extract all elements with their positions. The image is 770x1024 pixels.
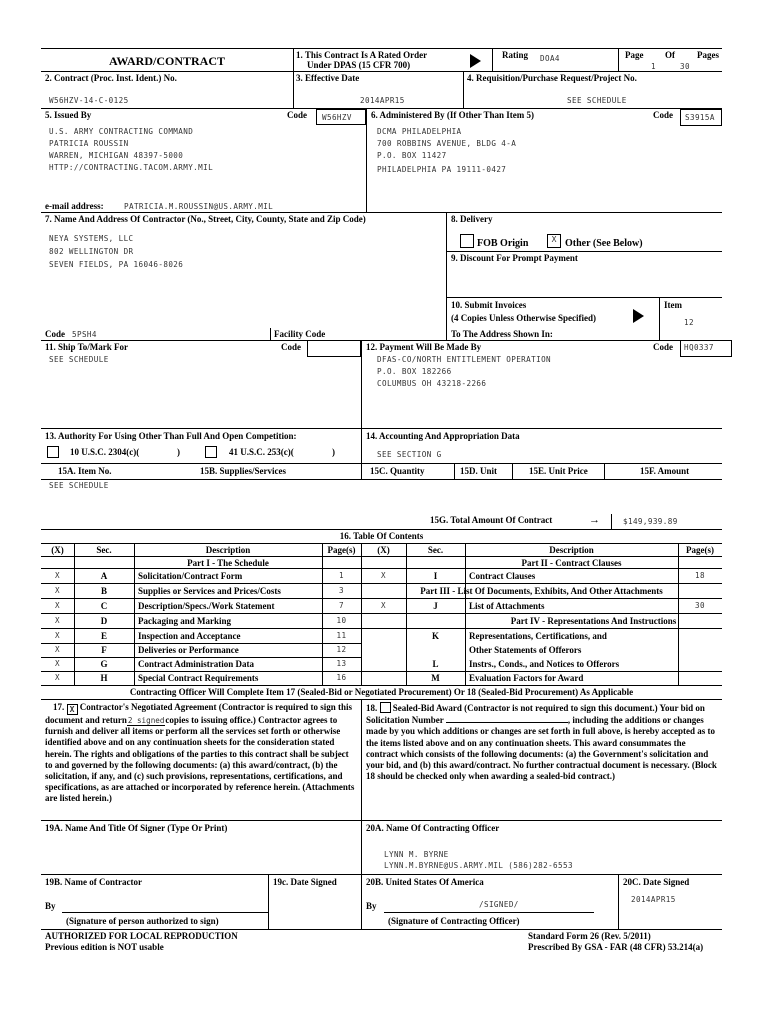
rule (454, 463, 455, 479)
co-signature-line[interactable] (384, 912, 594, 913)
toc-header-desc: Description (205, 545, 251, 555)
payment-code-value: HQ0337 (684, 343, 714, 352)
toc-row-desc: Other Statements of Offerors (469, 645, 582, 655)
toc-row-desc: Supplies or Services and Prices/Costs (138, 586, 281, 596)
rule (618, 874, 619, 929)
email-label: e-mail address: (45, 201, 104, 211)
block-18-text: , including the additions or changes made by you which additions or changes are set forth in full above, is hereby accepted as to the items listed above and on any continuation sheets. This award consummates the contract which consists of the following documents: (a) the Government's solicitation and your bid, and (b) this award/contract. No further contractual document is necessary. (Block 18 should be checked only when awarding a sealed-bid contract.) (366, 715, 717, 782)
authority-253-close: ) (332, 447, 335, 457)
submit-invoices-copies: (4 Copies Unless Otherwise Specified) (451, 313, 596, 323)
col-amount: 15F. Amount (640, 466, 690, 476)
toc-row-pages: 12 (336, 645, 347, 654)
toc-row-desc: Solicitation/Contract Form (138, 571, 243, 581)
accounting-label: 14. Accounting And Appropriation Data (366, 431, 520, 441)
toc-row-pages: 1 (339, 571, 344, 580)
instruction-text: Contracting Officer Will Complete Item 17 (Sealed-Bid or Negotiated Procurement) Or 18 (Sealed-Bid Procurement) As Applicable (129, 687, 634, 697)
toc-row-x: X (55, 571, 60, 580)
payment-line: DFAS-CO/NORTH ENTITLEMENT OPERATION (377, 355, 552, 364)
col-unit: 15D. Unit (460, 466, 498, 476)
rating-label: Rating (502, 50, 529, 60)
rule (41, 643, 361, 644)
issued-by-line: U.S. ARMY CONTRACTING COMMAND (49, 127, 194, 136)
administered-by-label: 6. Administered By (If Other Than Item 5) (371, 110, 535, 120)
toc-row-x: X (55, 601, 60, 610)
toc-row-desc: Packaging and Marking (138, 616, 232, 626)
rule (41, 71, 722, 72)
toc-row-x: X (55, 673, 60, 682)
toc-header-sec: Sec. (427, 545, 444, 555)
contracting-officer-contact: LYNN.M.BYRNE@US.ARMY.MIL (586)282-6553 (384, 861, 573, 870)
co-signature-caption: (Signature of Contracting Officer) (388, 916, 520, 926)
block-18-number: 18. (366, 703, 378, 713)
rule (293, 48, 294, 108)
toc-row-desc: Description/Specs./Work Statement (138, 601, 275, 611)
rule (446, 212, 447, 340)
arrow-right-icon: → (589, 514, 600, 526)
issued-by-label: 5. Issued By (45, 110, 92, 120)
toc-row-pages: 7 (339, 601, 344, 610)
contractor-by-label: By (45, 901, 56, 911)
administered-by-line: 700 ROBBINS AVENUE, BLDG 4-A (377, 139, 517, 148)
toc-row-sec: M (431, 673, 440, 683)
toc-row-desc: Contract Administration Data (138, 659, 254, 669)
requisition-value: SEE SCHEDULE (567, 96, 627, 105)
effective-date-label: 3. Effective Date (296, 73, 360, 83)
toc-row-pages: 11 (336, 631, 347, 640)
block-18-text: Sealed-Bid Award (Contractor is not required to sign this document.) Your bid on Solicitation Number (366, 703, 705, 726)
toc-row-desc: Inspection and Acceptance (138, 631, 241, 641)
rule (41, 820, 722, 821)
toc-row-sec: D (100, 616, 108, 626)
co-by-label: By (366, 901, 377, 911)
facility-code-label: Facility Code (274, 329, 326, 339)
toc-row-sec: C (100, 601, 108, 611)
footer-standard-form: Standard Form 26 (Rev. 5/2011) (528, 931, 651, 941)
authority-253-checkbox[interactable] (205, 446, 217, 458)
block-17-number: 17. (53, 702, 65, 712)
issued-by-line: WARREN, MICHIGAN 48397-5000 (49, 151, 184, 160)
toc-row-x: X (381, 601, 386, 610)
block-18 (366, 702, 718, 782)
toc-row-pages: 3 (339, 586, 344, 595)
toc-header-pages: Page(s) (327, 545, 356, 555)
toc-row-pages: 30 (695, 601, 705, 610)
toc-row-pages: 10 (336, 616, 347, 625)
footer-reproduction: AUTHORIZED FOR LOCAL REPRODUCTION (45, 931, 238, 941)
delivery-label: 8. Delivery (451, 214, 493, 224)
toc-row-sec: F (101, 645, 107, 655)
solicitation-number-field[interactable] (446, 714, 568, 723)
toc-part-4: Part IV - Representations And Instructions (510, 616, 677, 626)
rule (41, 657, 361, 658)
total-amount-label: 15G. Total Amount Of Contract (430, 515, 553, 525)
administered-by-line: PHILADELPHIA PA 19111-0427 (377, 165, 507, 174)
rating-value: DOA4 (540, 54, 560, 63)
form-title: AWARD/CONTRACT (108, 54, 225, 68)
item-value: 12 (684, 318, 694, 327)
discount-label: 9. Discount For Prompt Payment (451, 253, 578, 263)
rule (41, 428, 722, 429)
rule (361, 543, 362, 685)
authority-2304-checkbox[interactable] (47, 446, 59, 458)
payment-line: P.O. BOX 182266 (377, 367, 452, 376)
rule (270, 328, 271, 340)
rule (512, 463, 513, 479)
block-17-text: copies to issuing office.) Contractor agrees to furnish and deliver all items or perform all the services set forth or otherwise identified above and on any continuation sheets for the consideration stated herein. The rights and obligations of the parties to this contract shall be subject to and governed by the following documents: (a) this award/contract, (b) the solicitation, if any, and (c) such provisions, representations, certifications, and specifications, as are attached or incorporated by reference herein. (Attachments are listed herein.) (45, 715, 355, 804)
co-date-signed-value: 2014APR15 (631, 895, 676, 904)
rule (446, 297, 722, 298)
contractor-code-label: Code (45, 329, 65, 339)
administered-by-code-value: S3915A (685, 113, 715, 122)
contractor-label: 7. Name And Address Of Contractor (No., Street, City, County, State and Zip Code) (45, 214, 366, 224)
rule (463, 71, 464, 108)
toc-title: 16. Table Of Contents (339, 531, 424, 541)
rule (41, 340, 722, 341)
issued-by-code-value: W56HZV (322, 113, 352, 122)
email-value: PATRICIA.M.ROUSSIN@US.ARMY.MIL (124, 202, 274, 211)
rule (41, 613, 722, 614)
toc-part-2: Part II - Contract Clauses (521, 558, 622, 568)
authority-2304-label: 10 U.S.C. 2304(c)( (70, 447, 140, 457)
united-states-label: 20B. United States Of America (366, 877, 484, 887)
other-delivery-checkbox[interactable]: X (547, 234, 561, 248)
payment-line: COLUMBUS OH 43218-2266 (377, 379, 487, 388)
copies-field[interactable]: 2 signed (127, 716, 165, 725)
rule (41, 556, 722, 557)
block-17 (45, 702, 355, 805)
negotiated-agreement-checkbox[interactable]: X (67, 704, 78, 715)
rule (41, 463, 722, 464)
toc-row-desc: List of Attachments (469, 601, 545, 611)
sealed-bid-checkbox[interactable] (380, 702, 391, 713)
payment-label: 12. Payment Will Be Made By (366, 342, 482, 352)
rule (361, 463, 362, 479)
toc-row-x: X (381, 571, 386, 580)
submit-invoices-label: 10. Submit Invoices (451, 300, 527, 310)
toc-row-sec: E (100, 631, 107, 641)
signer-name-label: 19A. Name And Title Of Signer (Type Or Print) (45, 823, 228, 833)
fob-origin-label: FOB Origin (477, 238, 529, 249)
rated-order-label-2: Under DPAS (15 CFR 700) (307, 60, 411, 70)
rule (41, 874, 722, 875)
toc-part-3: Part III - List Of Documents, Exhibits, And Other Attachments (420, 586, 663, 596)
arrow-right-icon (633, 309, 644, 323)
ship-to-value: SEE SCHEDULE (49, 355, 109, 364)
administered-by-line: P.O. BOX 11427 (377, 151, 447, 160)
toc-header-pages: Page(s) (686, 545, 714, 555)
toc-row-desc: Evaluation Factors for Award (469, 673, 584, 683)
contractor-signature-line[interactable] (62, 912, 268, 913)
administered-by-line: DCMA PHILADELPHIA (377, 127, 462, 136)
rule (41, 628, 722, 629)
toc-header-desc: Description (549, 545, 594, 555)
toc-row-sec: A (100, 571, 108, 581)
toc-row-sec: I (433, 571, 438, 581)
toc-row-pages: 18 (695, 571, 705, 580)
contractor-line: 802 WELLINGTON DR (49, 247, 134, 256)
rule (492, 48, 493, 71)
col-supplies: 15B. Supplies/Services (200, 466, 287, 476)
rule (41, 568, 722, 569)
date-signed-label: 19c. Date Signed (273, 877, 337, 887)
toc-row-x: X (55, 645, 60, 654)
arrow-right-icon (470, 54, 481, 68)
col-quantity: 15C. Quantity (370, 466, 425, 476)
rule (446, 251, 722, 252)
co-signature-value: /SIGNED/ (479, 900, 519, 909)
administered-by-code-label: Code (653, 110, 673, 120)
co-date-signed-label: 20C. Date Signed (623, 877, 690, 887)
rule (41, 108, 722, 109)
rule (41, 671, 722, 672)
toc-row-desc: Instrs., Conds., and Notices to Offerors (469, 659, 620, 669)
contractor-name-label: 19B. Name of Contractor (45, 877, 142, 887)
rule (41, 598, 722, 599)
contract-no-label: 2. Contract (Proc. Inst. Ident.) No. (45, 73, 177, 83)
fob-origin-checkbox[interactable] (460, 234, 474, 248)
contracting-officer-name: LYNN M. BYRNE (384, 850, 449, 859)
rule (361, 340, 362, 463)
toc-row-x: X (55, 616, 60, 625)
contractor-code-value: 5PSH4 (72, 330, 97, 339)
page-label: Page (625, 50, 644, 60)
accounting-value: SEE SECTION G (377, 450, 442, 459)
requisition-label: 4. Requisition/Purchase Request/Project No. (467, 73, 637, 83)
toc-row-sec: K (431, 631, 439, 641)
other-delivery-label: Other (See Below) (565, 238, 643, 249)
issued-by-line: HTTP://CONTRACTING.TACOM.ARMY.MIL (49, 163, 214, 172)
toc-part-1: Part I - The Schedule (187, 558, 269, 568)
toc-row-x: X (55, 586, 60, 595)
items-value: SEE SCHEDULE (49, 481, 109, 490)
footer-previous-edition: Previous edition is NOT usable (45, 942, 164, 952)
toc-row-x: X (55, 659, 60, 668)
block-17-text: (Contractor is required to sign this document and return (45, 702, 353, 725)
contractor-line: SEVEN FIELDS, PA 16046-8026 (49, 260, 184, 269)
toc-header-x: (X) (51, 545, 64, 555)
toc-row-pages: 16 (336, 673, 347, 682)
toc-row-sec: L (432, 659, 439, 669)
toc-row-desc: Contract Clauses (469, 571, 536, 581)
rated-order-label: 1. This Contract Is A Rated Order (296, 50, 428, 60)
toc-row-sec: G (100, 659, 108, 669)
rule (618, 48, 619, 71)
rule (604, 463, 605, 479)
authority-label: 13. Authority For Using Other Than Full And Open Competition: (45, 431, 297, 441)
effective-date-value: 2014APR15 (360, 96, 405, 105)
rule (678, 543, 679, 685)
submit-invoices-address: To The Address Shown In: (451, 329, 553, 339)
rule (41, 583, 722, 584)
contractor-line: NEYA SYSTEMS, LLC (49, 234, 134, 243)
rule (41, 543, 722, 544)
toc-row-sec: H (100, 673, 108, 683)
toc-row-pages: 13 (336, 659, 347, 668)
rule (366, 108, 367, 212)
rule (659, 297, 660, 340)
toc-header-x: (X) (377, 545, 390, 555)
toc-header-sec: Sec. (96, 545, 112, 555)
contracting-officer-label: 20A. Name Of Contracting Officer (366, 823, 500, 833)
rule (41, 929, 722, 930)
of-label: Of (665, 50, 675, 60)
rule (361, 699, 362, 929)
rule (41, 212, 722, 213)
toc-row-desc: Deliveries or Performance (138, 645, 239, 655)
contractor-signature-caption: (Signature of person authorized to sign) (66, 916, 219, 926)
col-unit-price: 15E. Unit Price (529, 466, 588, 476)
ship-to-label: 11. Ship To/Mark For (45, 342, 129, 352)
rule (611, 514, 612, 529)
issued-by-code-label: Code (287, 110, 307, 120)
rule (268, 874, 269, 929)
rule (41, 529, 722, 530)
block-17-title: Contractor's Negotiated Agreement (79, 702, 217, 712)
authority-2304-close: ) (177, 447, 180, 457)
item-label: Item (664, 300, 682, 310)
total-pages: 30 (680, 62, 690, 71)
toc-row-sec: B (100, 586, 107, 596)
toc-row-desc: Representations, Certifications, and (469, 631, 607, 641)
page-number: 1 (651, 62, 656, 71)
toc-row-desc: Special Contract Requirements (138, 673, 259, 683)
toc-row-sec: J (433, 601, 438, 611)
authority-253-label: 41 U.S.C. 253(c)( (229, 447, 294, 457)
col-item-no: 15A. Item No. (58, 466, 112, 476)
ship-to-code-box (307, 340, 361, 357)
pages-label: Pages (697, 50, 719, 60)
contract-no-value: W56HZV-14-C-0125 (49, 96, 129, 105)
issued-by-line: PATRICIA ROUSSIN (49, 139, 129, 148)
ship-to-code-label: Code (281, 342, 301, 352)
total-amount-value: $149,939.89 (623, 517, 678, 526)
footer-prescribed-by: Prescribed By GSA - FAR (48 CFR) 53.214(a) (528, 942, 704, 952)
rule (41, 699, 722, 700)
rule (41, 48, 722, 49)
rule (41, 479, 722, 480)
toc-row-x: X (55, 631, 60, 640)
payment-code-label: Code (653, 342, 673, 352)
rule (41, 685, 722, 686)
